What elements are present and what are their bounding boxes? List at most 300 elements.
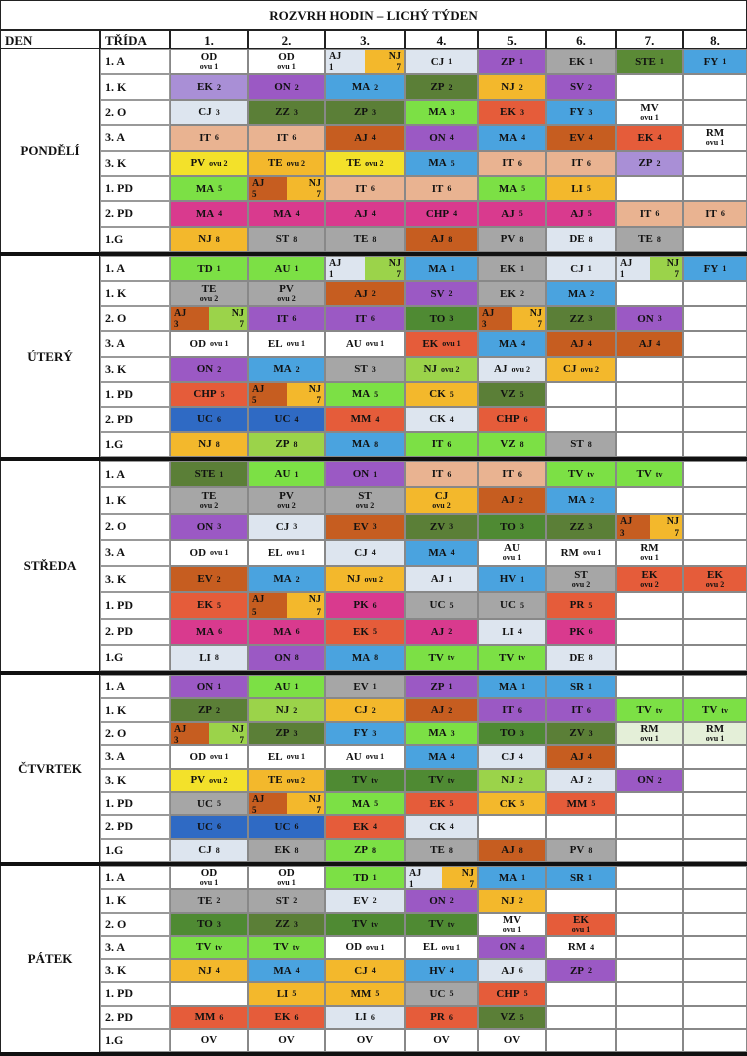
lesson-room: 5 (372, 627, 377, 637)
lesson-cell (248, 540, 325, 566)
lesson-subject: PV (190, 774, 206, 787)
lesson-cell (683, 866, 747, 889)
lesson-subject: CHP (496, 987, 520, 1000)
lesson-room: 2 (371, 705, 376, 715)
lesson-subject: MA (273, 573, 292, 586)
lesson-subject: IT (355, 312, 367, 325)
lesson-cell (170, 407, 248, 432)
lesson-room: 6 (294, 822, 299, 832)
lesson-cell (683, 151, 747, 176)
lesson-cell (683, 227, 747, 252)
lesson-cell (325, 487, 405, 513)
lesson-cell (325, 619, 405, 645)
lesson-room: 3 (588, 107, 593, 117)
class-label: 2. O (100, 306, 170, 331)
lesson-room: ovu 2 (199, 500, 219, 510)
lesson-subject: IT (431, 182, 444, 195)
lesson-cell (325, 382, 405, 407)
lesson-cell (405, 936, 478, 959)
lesson-room: ovu 2 (277, 294, 296, 304)
lesson-cell (478, 1029, 546, 1052)
lesson-cell (405, 331, 478, 356)
lesson-cell (683, 936, 747, 959)
lesson-subject: TV (428, 774, 444, 787)
lesson-cell (478, 514, 546, 540)
lesson-subject: TV (428, 918, 444, 931)
lesson-cell (478, 839, 546, 862)
lesson-cell (616, 566, 683, 592)
lesson-subject: EL (267, 546, 283, 559)
lesson-room: 1 (587, 264, 592, 274)
lesson-room: ovu 1 (277, 62, 296, 72)
class-label: 2. PD (100, 815, 170, 838)
lesson-subject: CK (429, 388, 446, 401)
lesson-subject: TV (499, 651, 515, 664)
lesson-cell (683, 331, 747, 356)
lesson-subject: EL (422, 941, 438, 954)
lesson-subject: AJ 1 (406, 867, 442, 888)
lesson-cell (683, 1006, 747, 1029)
lesson-subject: UC (274, 820, 291, 833)
lesson-room: 6 (216, 414, 221, 424)
class-label: 1. PD (100, 592, 170, 618)
lesson-cell (170, 619, 248, 645)
lesson-room: 2 (656, 158, 661, 168)
lesson-subject: NJ 7 (512, 307, 545, 330)
lesson-subject: RM (640, 722, 659, 735)
lesson-subject: SV (430, 287, 445, 300)
lesson-subject: HV (429, 964, 446, 977)
lesson-room: 1 (519, 264, 524, 274)
lesson-room: 1 (521, 682, 526, 692)
class-label: 1. A (100, 256, 170, 281)
class-label: 3. A (100, 331, 170, 356)
lesson-cell (683, 487, 747, 513)
lesson-subject: MA (351, 797, 371, 810)
class-label: 1. K (100, 698, 170, 721)
lesson-subject: UC (197, 413, 213, 426)
lesson-subject: ZV (429, 520, 446, 533)
lesson-subject: ZP (430, 680, 445, 693)
lesson-cell (683, 382, 747, 407)
lesson-cell (405, 151, 478, 176)
lesson-room: 8 (587, 439, 592, 449)
lesson-subject: NJ 7 (442, 867, 478, 888)
lesson-subject: TD (353, 871, 369, 884)
lesson-room: 3 (371, 364, 376, 374)
lesson-room: 4 (453, 209, 458, 219)
lesson-room: 6 (518, 966, 523, 976)
lesson-room: 3 (519, 728, 524, 738)
lesson-room: ovu 1 (286, 339, 306, 349)
lesson-room: 5 (375, 989, 380, 999)
lesson-room: 1 (216, 264, 221, 274)
lesson-cell (248, 1029, 325, 1052)
lesson-cell (248, 487, 325, 513)
lesson-subject: CJ (354, 546, 368, 559)
lesson-room: 5 (449, 799, 454, 809)
lesson-subject: RM (705, 722, 725, 735)
lesson-cell (325, 49, 405, 74)
lesson-cell (170, 592, 248, 618)
lesson-room: 1 (294, 264, 299, 274)
lesson-cell (546, 461, 616, 487)
lesson-subject: MA (351, 388, 371, 401)
lesson-room: ovu 2 (209, 158, 228, 168)
lesson-cell (170, 936, 248, 959)
lesson-cell (546, 1029, 616, 1052)
lesson-cell (248, 1006, 325, 1029)
lesson-subject: NJ (198, 233, 212, 246)
lesson-room: 5 (588, 600, 593, 610)
lesson-cell (616, 432, 683, 457)
lesson-room: 4 (450, 752, 455, 762)
lesson-cell (478, 540, 546, 566)
lesson-cell (616, 722, 683, 745)
lesson-room: ovu 1 (210, 339, 229, 349)
lesson-subject: PV (279, 489, 294, 502)
lesson-room: ovu 1 (365, 339, 385, 349)
lesson-room: 6 (370, 314, 375, 324)
lesson-cell (248, 722, 325, 745)
day-label: ÚTERÝ (0, 256, 100, 457)
lesson-room: ovu 2 (355, 500, 375, 510)
lesson-room: 3 (372, 728, 377, 738)
lesson-subject: IT (276, 312, 289, 325)
lesson-cell (170, 432, 248, 457)
lesson-cell (170, 514, 248, 540)
lesson-cell (325, 125, 405, 150)
lesson-room: 5 (218, 184, 223, 194)
lesson-room: 8 (519, 439, 524, 449)
lesson-room: 6 (448, 1012, 453, 1022)
lesson-cell (405, 889, 478, 912)
lesson-subject: MA (498, 337, 518, 350)
lesson-cell (170, 306, 248, 331)
class-label: 2. PD (100, 407, 170, 432)
class-label: 3. K (100, 959, 170, 982)
lesson-room: 5 (449, 989, 454, 999)
lesson-cell (248, 866, 325, 889)
lesson-cell (248, 432, 325, 457)
header-period: 5. (478, 30, 546, 49)
lesson-cell (683, 100, 747, 125)
lesson-subject: MA (351, 438, 371, 451)
lesson-subject: MA (273, 964, 292, 977)
lesson-cell (478, 815, 546, 838)
lesson-cell (616, 306, 683, 331)
lesson-room: 2 (293, 896, 298, 906)
lesson-cell (405, 281, 478, 306)
lesson-cell (616, 357, 683, 382)
lesson-subject: CHP (193, 388, 217, 401)
lesson-subject: CJ (275, 520, 290, 533)
lesson-room: ovu 2 (209, 775, 228, 785)
day-label: ČTVRTEK (0, 675, 100, 862)
lesson-subject: MA (195, 182, 215, 195)
lesson-subject: CJ (501, 750, 515, 763)
lesson-room: 5 (449, 389, 454, 399)
lesson-room: 1 (519, 57, 524, 67)
lesson-cell (325, 769, 405, 792)
lesson-subject: AJ (570, 207, 584, 220)
lesson-cell (616, 540, 683, 566)
lesson-subject: NJ (501, 774, 515, 787)
lesson-subject: TV (702, 704, 718, 717)
lesson-cell (616, 125, 683, 150)
lesson-subject: AU (504, 542, 520, 555)
lesson-cell (170, 815, 248, 838)
lesson-cell (170, 839, 248, 862)
lesson-cell (325, 866, 405, 889)
lesson-room: 2 (518, 495, 523, 505)
lesson-room: 6 (517, 158, 522, 168)
class-label: 1. K (100, 281, 170, 306)
lesson-subject: ZP (353, 106, 369, 119)
lesson-cell (546, 74, 616, 99)
lesson-cell (683, 176, 747, 201)
header-period: 7. (616, 30, 683, 49)
lesson-subject: CJ (430, 55, 445, 68)
lesson-cell (405, 619, 478, 645)
lesson-cell (325, 432, 405, 457)
header-trida: TŘÍDA (100, 30, 170, 49)
lesson-subject: ON (429, 131, 446, 144)
lesson-cell (616, 514, 683, 540)
header-period: 1. (170, 30, 248, 49)
lesson-cell (405, 959, 478, 982)
lesson-room: 5 (216, 799, 221, 809)
class-label: 3. K (100, 769, 170, 792)
lesson-subject: TE (201, 489, 217, 502)
lesson-room: 6 (370, 184, 375, 194)
lesson-cell (546, 281, 616, 306)
lesson-cell (478, 792, 546, 815)
class-label: 1.G (100, 645, 170, 671)
lesson-cell (546, 889, 616, 912)
lesson-subject: EK (569, 55, 585, 68)
lesson-cell (248, 645, 325, 671)
lesson-subject: UC (274, 413, 291, 426)
lesson-room: 5 (586, 184, 591, 194)
lesson-room: 2 (590, 289, 595, 299)
lesson-cell (405, 745, 478, 768)
lesson-subject: OD (189, 546, 207, 559)
lesson-subject: AJ 1 (326, 50, 365, 73)
lesson-cell (478, 487, 546, 513)
lesson-room: 5 (520, 799, 525, 809)
lesson-subject: CJ (354, 704, 368, 717)
lesson-cell (405, 722, 478, 745)
lesson-cell (325, 675, 405, 698)
lesson-subject: ON (429, 894, 446, 907)
lesson-subject: MA (195, 207, 215, 220)
lesson-room: ovu 1 (286, 548, 306, 558)
lesson-room: 6 (370, 1012, 375, 1022)
lesson-cell (170, 792, 248, 815)
class-label: 2. PD (100, 201, 170, 226)
lesson-room: 1 (521, 873, 526, 883)
lesson-subject: AJ (501, 964, 515, 977)
lesson-room: 4 (450, 548, 455, 558)
lesson-subject: FY (703, 55, 719, 68)
lesson-subject: EK (500, 287, 516, 300)
lesson-cell (546, 514, 616, 540)
lesson-subject: MA (498, 871, 518, 884)
lesson-subject: DE (569, 651, 585, 664)
lesson-room: 8 (448, 845, 453, 855)
lesson-room: 4 (449, 966, 454, 976)
lesson-room: 4 (449, 133, 454, 143)
class-label: 3. K (100, 357, 170, 382)
lesson-subject: SV (569, 81, 585, 94)
lesson-subject: FY (353, 727, 369, 740)
lesson-cell (325, 227, 405, 252)
lesson-cell (478, 176, 546, 201)
lesson-subject: MV (502, 913, 522, 926)
lesson-room: 3 (293, 728, 298, 738)
lesson-subject: MA (428, 106, 447, 119)
lesson-cell (248, 889, 325, 912)
lesson-cell (248, 407, 325, 432)
lesson-subject: LI (502, 625, 514, 638)
lesson-cell (683, 982, 747, 1005)
lesson-cell (478, 407, 546, 432)
lesson-room: 6 (219, 1012, 224, 1022)
lesson-room: 3 (588, 314, 593, 324)
lesson-cell (546, 306, 616, 331)
lesson-cell (546, 125, 616, 150)
lesson-subject: ST (275, 894, 290, 907)
lesson-subject: IT (355, 182, 367, 195)
lesson-cell (405, 645, 478, 671)
lesson-subject: EK (274, 1011, 291, 1024)
lesson-subject: MA (273, 207, 292, 220)
lesson-room: ovu 1 (366, 942, 385, 952)
lesson-subject: OV (356, 1034, 374, 1047)
lesson-subject: SR (569, 871, 585, 884)
lesson-cell (170, 698, 248, 721)
lesson-room: 2 (448, 627, 453, 637)
lesson-subject: AJ 3 (617, 515, 650, 539)
lesson-subject: IT (639, 207, 652, 220)
lesson-cell (616, 982, 683, 1005)
lesson-cell (170, 889, 248, 912)
lesson-cell (546, 49, 616, 74)
lesson-cell (546, 745, 616, 768)
lesson-room: ovu 2 (364, 574, 383, 584)
lesson-cell (683, 913, 747, 936)
lesson-cell (478, 769, 546, 792)
lesson-subject: MA (428, 157, 447, 170)
lesson-cell (546, 619, 616, 645)
lesson-subject: TO (197, 918, 213, 931)
lesson-room: 1 (219, 469, 224, 479)
lesson-room: ovu 1 (502, 924, 522, 934)
lesson-cell (683, 722, 747, 745)
lesson-cell (683, 74, 747, 99)
lesson-cell (546, 698, 616, 721)
lesson-room: 3 (450, 107, 455, 117)
lesson-cell (170, 566, 248, 592)
lesson-cell (683, 619, 747, 645)
page-title: ROZVRH HODIN – LICHÝ TÝDEN (0, 0, 747, 30)
lesson-subject: EK (637, 131, 654, 144)
lesson-cell (478, 256, 546, 281)
lesson-cell (478, 201, 546, 226)
lesson-subject: PV (279, 283, 294, 296)
lesson-subject: NJ (347, 573, 361, 586)
lesson-subject: EV (353, 680, 369, 693)
lesson-subject: ZZ (569, 312, 585, 325)
lesson-room: 4 (517, 627, 522, 637)
lesson-room: tv (447, 775, 455, 785)
lesson-cell (546, 407, 616, 432)
lesson-cell (546, 839, 616, 862)
lesson-subject: AJ (354, 131, 368, 144)
lesson-subject: NJ 7 (650, 257, 683, 280)
lesson-room: 6 (216, 822, 221, 832)
lesson-room: 8 (372, 845, 377, 855)
lesson-cell (170, 151, 248, 176)
lesson-subject: NJ (198, 438, 212, 451)
lesson-subject: ON (637, 312, 654, 325)
lesson-room: ovu 2 (580, 364, 599, 374)
lesson-cell (616, 201, 683, 226)
lesson-cell (405, 514, 478, 540)
lesson-room: 1 (448, 574, 453, 584)
lesson-subject: CK (429, 820, 446, 833)
lesson-room: 5 (292, 989, 297, 999)
lesson-subject: AJ (570, 774, 584, 787)
lesson-room: ovu 2 (277, 500, 296, 510)
lesson-subject: CK (429, 413, 446, 426)
lesson-cell (546, 722, 616, 745)
lesson-subject: EV (197, 573, 213, 586)
lesson-cell (478, 645, 546, 671)
lesson-subject: TE (430, 844, 445, 857)
lesson-room: ovu 1 (199, 878, 219, 888)
lesson-room: 3 (293, 107, 298, 117)
lesson-cell (405, 201, 478, 226)
lesson-room: 8 (588, 234, 593, 244)
lesson-room: 3 (293, 919, 298, 929)
lesson-room: 3 (588, 728, 593, 738)
lesson-room: 4 (372, 822, 377, 832)
lesson-room: 2 (448, 289, 453, 299)
lesson-cell (616, 889, 683, 912)
lesson-room: ovu 1 (502, 553, 522, 563)
lesson-subject: CJ (354, 964, 368, 977)
lesson-cell (405, 74, 478, 99)
class-label: 3. A (100, 125, 170, 150)
lesson-subject: ST (354, 363, 368, 376)
lesson-cell (325, 407, 405, 432)
lesson-cell (405, 461, 478, 487)
lesson-cell (546, 100, 616, 125)
lesson-cell (616, 675, 683, 698)
lesson-subject: UC (429, 987, 446, 1000)
lesson-cell (478, 722, 546, 745)
lesson-subject: AU (274, 262, 291, 275)
day-label: PÁTEK (0, 866, 100, 1052)
lesson-subject: ON (637, 774, 654, 787)
lesson-cell (325, 698, 405, 721)
lesson-room: tv (587, 469, 594, 479)
lesson-subject: AJ (430, 573, 445, 586)
lesson-room: 3 (519, 522, 524, 532)
lesson-subject: CK (499, 797, 517, 810)
